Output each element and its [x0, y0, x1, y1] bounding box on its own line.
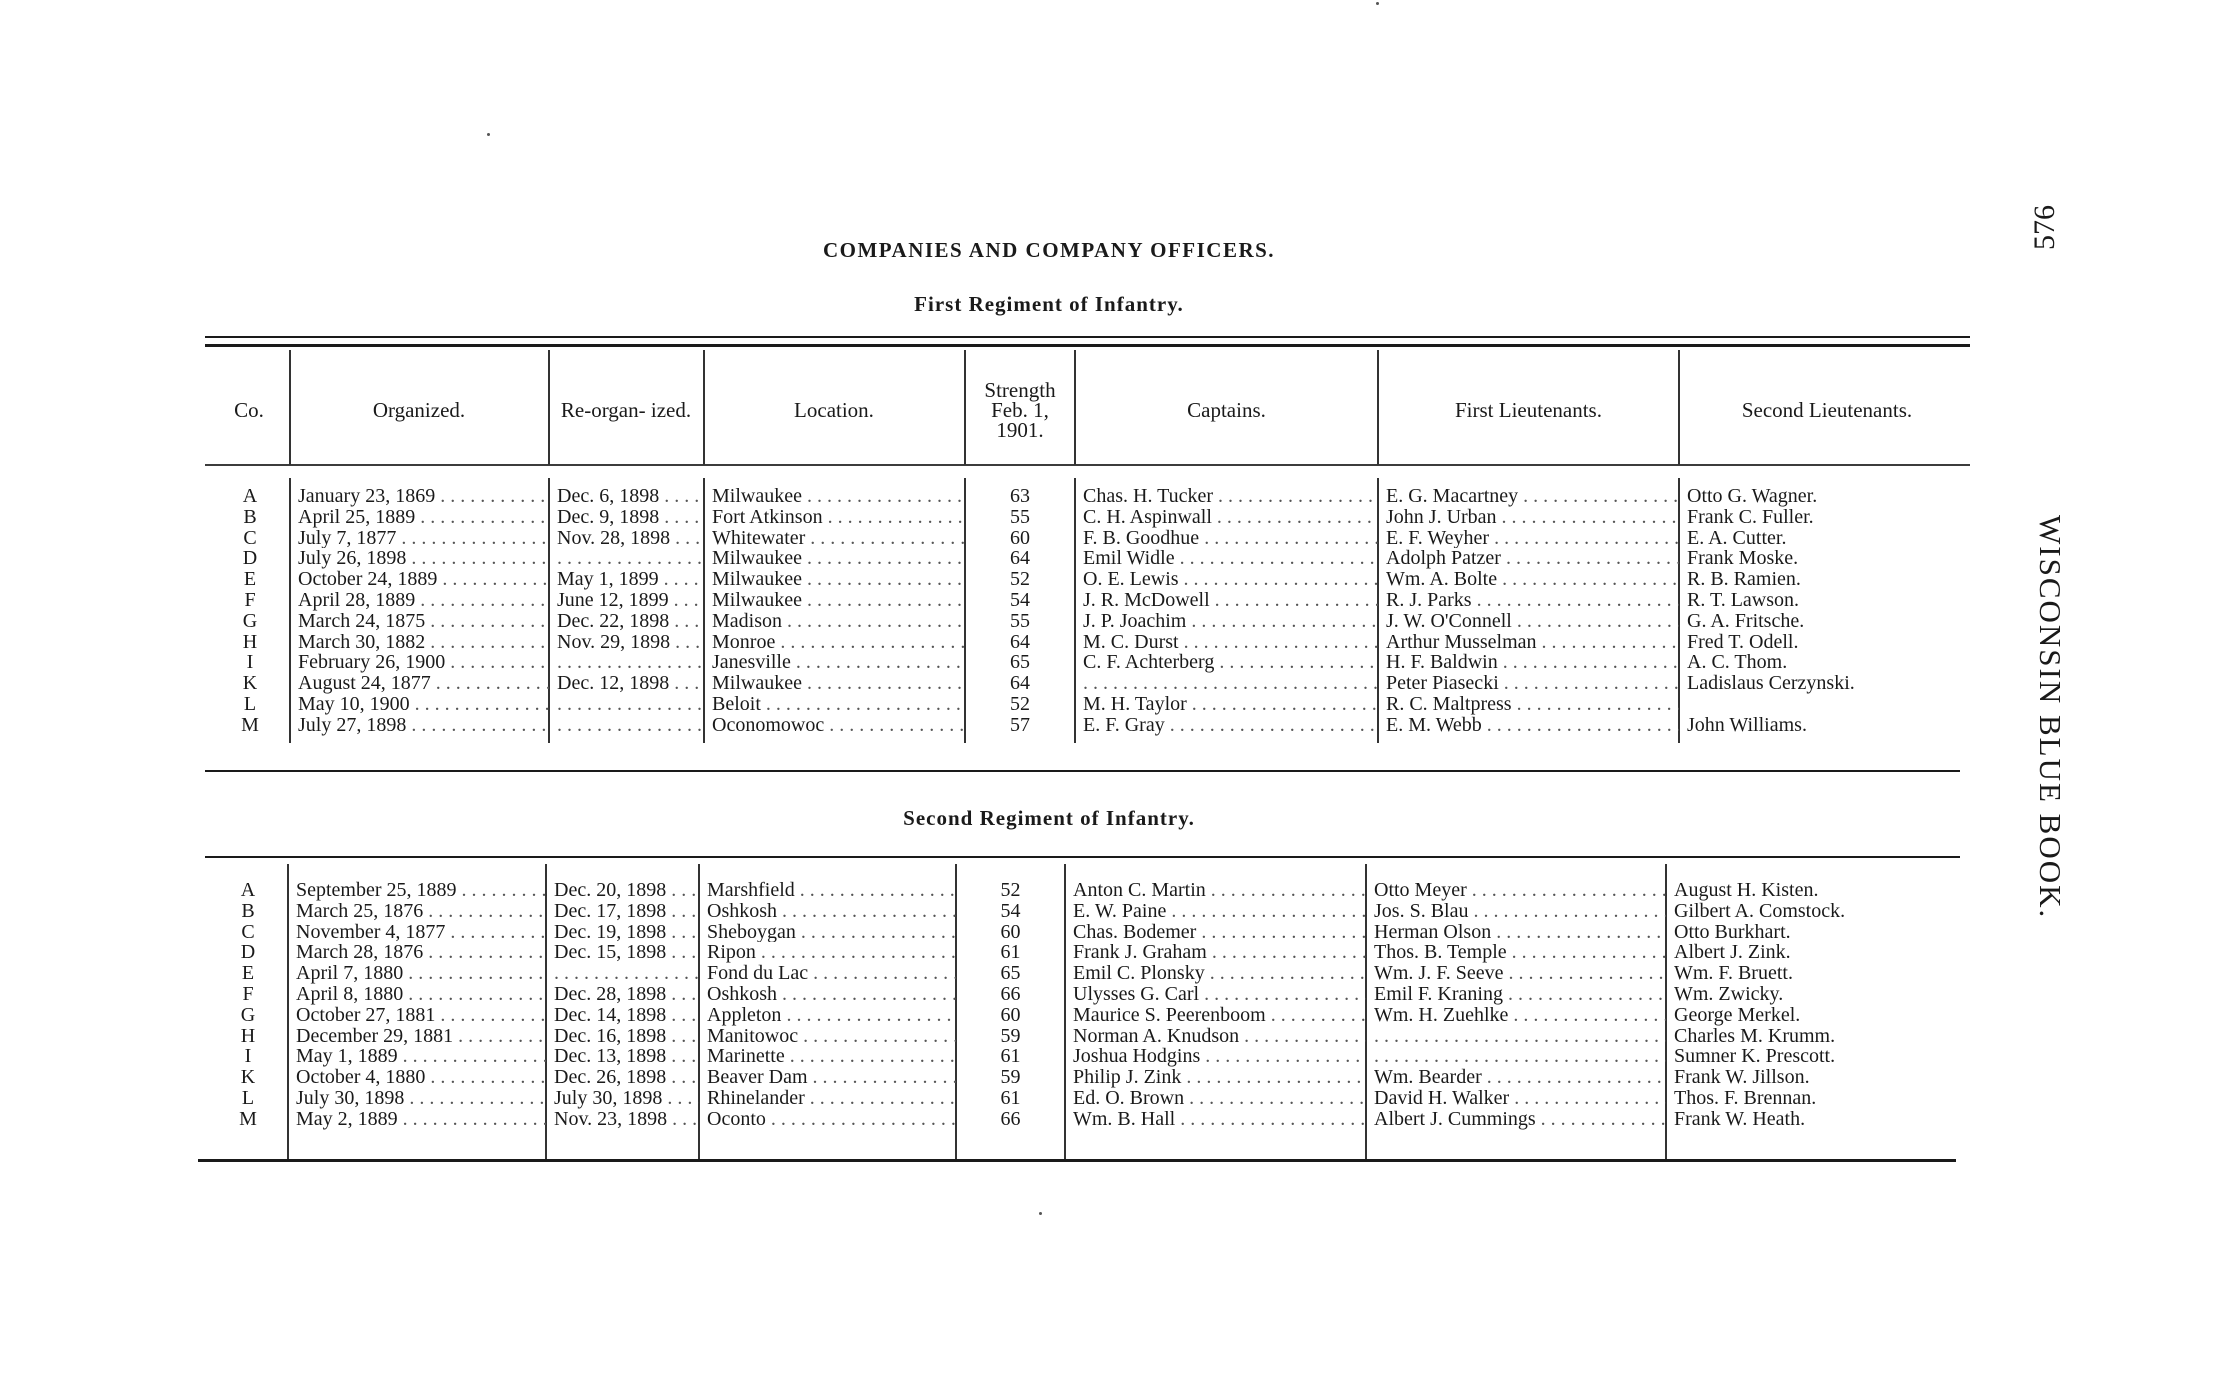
cell-location: Ripon . . .: [699, 942, 956, 963]
cell-location: Milwaukee . . .: [704, 486, 965, 507]
scan-speck: [1039, 1212, 1042, 1215]
cell-second-lieutenant: Frank C. Fuller.: [1687, 506, 1814, 528]
cell-reorganized: Nov. 28, 1898 . . .: [549, 528, 704, 549]
cell-first-lieutenant: E. F. Weyher . . .: [1378, 528, 1679, 549]
cell-captain: C. H. Aspinwall . . .: [1075, 507, 1378, 528]
column-divider: [1678, 350, 1680, 465]
cell-reorganized: Nov. 23, 1898 . . .: [546, 1109, 699, 1130]
cell-organized: February 26, 1900 . . .: [290, 652, 549, 673]
table-row: [210, 632, 1969, 653]
cell-company: G: [242, 610, 258, 632]
cell-second-lieutenant: Otto Burkhart.: [1674, 921, 1791, 943]
table-row: [210, 673, 1969, 694]
cell-first-lieutenant: John J. Urban . . .: [1378, 507, 1679, 528]
cell-strength: 54: [1000, 900, 1021, 922]
scan-speck: [487, 133, 490, 136]
cell-location: Beloit . . .: [704, 694, 965, 715]
cell-reorganized: [546, 963, 699, 984]
header-first-lieutenants: First Lieutenants.: [1455, 398, 1602, 422]
cell-location: Milwaukee . . .: [704, 569, 965, 590]
cell-first-lieutenant: E. G. Macartney . . .: [1378, 486, 1679, 507]
cell-organized: January 23, 1869 . . .: [290, 486, 549, 507]
cell-captain: Wm. B. Hall . . .: [1065, 1109, 1366, 1130]
cell-second-lieutenant: Sumner K. Prescott.: [1674, 1046, 1836, 1068]
cell-strength: 60: [1010, 527, 1030, 549]
cell-organized: July 27, 1898 . . .: [290, 715, 549, 736]
cell-reorganized: Dec. 16, 1898 . . .: [546, 1026, 699, 1047]
cell-first-lieutenant: Arthur Musselman . . .: [1378, 632, 1679, 653]
cell-strength: 55: [1010, 506, 1030, 528]
cell-captain: Emil Widle . . .: [1075, 548, 1378, 569]
cell-organized: May 10, 1900 . . .: [290, 694, 549, 715]
cell-second-lieutenant: R. B. Ramien.: [1687, 569, 1801, 590]
cell-second-lieutenant: Albert J. Zink.: [1674, 942, 1791, 964]
cell-organized: July 26, 1898 . . .: [290, 548, 549, 569]
header-second-lieutenants: Second Lieutenants.: [1741, 398, 1913, 422]
column-divider: [1074, 350, 1076, 465]
cell-location: Oshkosh . . .: [699, 901, 956, 922]
cell-location: Whitewater . . .: [704, 528, 965, 549]
header-bottom-rule: [205, 464, 1970, 466]
cell-captain: C. F. Achterberg . . .: [1075, 652, 1378, 673]
cell-second-lieutenant: Frank Moske.: [1687, 548, 1799, 570]
cell-company: L: [241, 1087, 255, 1109]
table-row: [208, 1109, 1956, 1130]
table-bottom-rule: [205, 770, 1960, 772]
header-location: Location.: [794, 398, 874, 422]
cell-organized: April 25, 1889 . . .: [290, 507, 549, 528]
cell-location: Sheboygan . . .: [699, 922, 956, 943]
cell-captain: Frank J. Graham . . .: [1065, 942, 1366, 963]
column-divider: [964, 350, 966, 465]
cell-organized: December 29, 1881 . . .: [288, 1026, 546, 1047]
cell-company: E: [243, 569, 257, 590]
cell-captain: Chas. H. Tucker . . .: [1075, 486, 1378, 507]
cell-location: Fond du Lac . . .: [699, 963, 956, 984]
first-regiment-table: [210, 486, 1969, 736]
cell-location: Monroe . . .: [704, 632, 965, 653]
cell-captain: [1075, 673, 1378, 694]
header-captains: Captains.: [1187, 398, 1266, 422]
cell-strength: 57: [1010, 714, 1030, 736]
table-row: [210, 652, 1969, 673]
cell-company: H: [240, 1025, 256, 1047]
cell-second-lieutenant: Gilbert A. Comstock.: [1674, 900, 1846, 922]
cell-organized: October 4, 1880 . . .: [288, 1067, 546, 1088]
column-divider: [1377, 350, 1379, 465]
cell-company: K: [240, 1067, 256, 1088]
table-row: [208, 1005, 1956, 1026]
table-row: [208, 922, 1956, 943]
cell-company: M: [241, 714, 259, 736]
cell-reorganized: Dec. 19, 1898 . . .: [546, 922, 699, 943]
cell-reorganized: [549, 715, 704, 736]
header-strength: Strength Feb. 1, 1901.: [984, 378, 1056, 442]
cell-strength: 66: [1000, 1108, 1021, 1130]
cell-organized: November 4, 1877 . . .: [288, 922, 546, 943]
table-row: [208, 1046, 1956, 1067]
table-row: [210, 715, 1969, 736]
cell-organized: March 28, 1876 . . .: [288, 942, 546, 963]
cell-organized: May 1, 1889 . . .: [288, 1046, 546, 1067]
cell-strength: 63: [1010, 486, 1030, 507]
cell-first-lieutenant: H. F. Baldwin . . .: [1378, 652, 1679, 673]
cell-reorganized: July 30, 1898 . . .: [546, 1088, 699, 1109]
cell-company: F: [242, 983, 254, 1005]
cell-company: D: [240, 942, 256, 964]
table-row: [210, 548, 1969, 569]
cell-location: Rhinelander . . .: [699, 1088, 956, 1109]
cell-first-lieutenant: [1366, 1026, 1666, 1047]
cell-second-lieutenant: Wm. Zwicky.: [1674, 983, 1784, 1005]
cell-captain: Emil C. Plonsky . . .: [1065, 963, 1366, 984]
cell-company: C: [243, 527, 257, 549]
cell-first-lieutenant: Thos. B. Temple . . .: [1366, 942, 1666, 963]
cell-first-lieutenant: Wm. A. Bolte . . .: [1378, 569, 1679, 590]
cell-captain: F. B. Goodhue . . .: [1075, 528, 1378, 549]
page-title: COMPANIES AND COMPANY OFFICERS.: [822, 238, 1276, 262]
cell-strength: 59: [1000, 1067, 1021, 1088]
cell-company: E: [241, 963, 255, 984]
table-row: [208, 1088, 1956, 1109]
column-divider: [548, 350, 550, 465]
cell-strength: 61: [1000, 1087, 1021, 1109]
cell-first-lieutenant: Emil F. Kraning . . .: [1366, 984, 1666, 1005]
cell-second-lieutenant: Wm. F. Bruett.: [1674, 963, 1793, 984]
header-reorganized: Re-organ- ized.: [560, 398, 692, 422]
cell-captain: Ed. O. Brown . . .: [1065, 1088, 1366, 1109]
cell-captain: Chas. Bodemer . . .: [1065, 922, 1366, 943]
cell-captain: M. C. Durst . . .: [1075, 632, 1378, 653]
cell-reorganized: Dec. 28, 1898 . . .: [546, 984, 699, 1005]
cell-captain: J. P. Joachim . . .: [1075, 611, 1378, 632]
cell-company: H: [242, 631, 258, 653]
cell-company: L: [243, 693, 257, 715]
cell-second-lieutenant: Frank W. Jillson.: [1674, 1067, 1810, 1088]
cell-location: Manitowoc . . .: [699, 1026, 956, 1047]
cell-first-lieutenant: R. J. Parks . . .: [1378, 590, 1679, 611]
cell-captain: Anton C. Martin . . .: [1065, 880, 1366, 901]
cell-first-lieutenant: Wm. Bearder . . .: [1366, 1067, 1666, 1088]
cell-strength: 60: [1000, 1004, 1021, 1026]
cell-reorganized: [549, 548, 704, 569]
cell-strength: 60: [1000, 921, 1021, 943]
second-regiment-table: [208, 880, 1956, 1130]
first-regiment-title: First Regiment of Infantry.: [914, 292, 1184, 316]
cell-reorganized: Dec. 14, 1898 . . .: [546, 1005, 699, 1026]
cell-location: Appleton . . .: [699, 1005, 956, 1026]
cell-location: Fort Atkinson . . .: [704, 507, 965, 528]
cell-strength: 61: [1000, 1046, 1021, 1068]
cell-captain: Norman A. Knudson . . .: [1065, 1026, 1366, 1047]
cell-reorganized: May 1, 1899 . . .: [549, 569, 704, 590]
cell-second-lieutenant: E. A. Cutter.: [1687, 527, 1787, 549]
cell-strength: 66: [1000, 983, 1021, 1005]
cell-location: Marinette . . .: [699, 1046, 956, 1067]
cell-organized: July 7, 1877 . . .: [290, 528, 549, 549]
cell-organized: March 30, 1882 . . .: [290, 632, 549, 653]
cell-location: Oconomowoc . . .: [704, 715, 965, 736]
cell-strength: 61: [1000, 942, 1021, 964]
cell-organized: April 7, 1880 . . .: [288, 963, 546, 984]
cell-captain: E. W. Paine . . .: [1065, 901, 1366, 922]
table-row: [210, 486, 1969, 507]
table-row: [208, 984, 1956, 1005]
cell-first-lieutenant: Adolph Patzer . . .: [1378, 548, 1679, 569]
cell-organized: October 27, 1881 . . .: [288, 1005, 546, 1026]
cell-reorganized: Dec. 17, 1898 . . .: [546, 901, 699, 922]
table-row: [210, 569, 1969, 590]
cell-first-lieutenant: Wm. H. Zuehlke . . .: [1366, 1005, 1666, 1026]
cell-organized: July 30, 1898 . . .: [288, 1088, 546, 1109]
cell-company: B: [241, 900, 255, 922]
table-row: [210, 507, 1969, 528]
page-number: 576: [2028, 205, 2061, 250]
cell-second-lieutenant: Fred T. Odell.: [1687, 631, 1799, 653]
second-table-bottom-rule: [198, 1159, 1956, 1162]
cell-company: A: [242, 486, 258, 507]
cell-first-lieutenant: Jos. S. Blau . . .: [1366, 901, 1666, 922]
cell-organized: March 24, 1875 . . .: [290, 611, 549, 632]
table-top-rule-2: [205, 344, 1970, 347]
cell-captain: E. F. Gray . . .: [1075, 715, 1378, 736]
cell-second-lieutenant: G. A. Fritsche.: [1687, 610, 1805, 632]
table-row: [208, 901, 1956, 922]
cell-location: Janesville . . .: [704, 652, 965, 673]
cell-company: D: [242, 548, 258, 570]
cell-company: A: [240, 880, 256, 901]
cell-company: B: [243, 506, 257, 528]
cell-company: K: [242, 673, 258, 694]
cell-captain: Ulysses G. Carl . . .: [1065, 984, 1366, 1005]
cell-company: F: [244, 589, 256, 611]
cell-organized: August 24, 1877 . . .: [290, 673, 549, 694]
cell-strength: 64: [1010, 631, 1030, 653]
table-row: [208, 1026, 1956, 1047]
cell-first-lieutenant: J. W. O'Connell . . .: [1378, 611, 1679, 632]
cell-reorganized: Dec. 20, 1898 . . .: [546, 880, 699, 901]
cell-second-lieutenant: Frank W. Heath.: [1674, 1108, 1806, 1130]
cell-captain: J. R. McDowell . . .: [1075, 590, 1378, 611]
cell-second-lieutenant: George Merkel.: [1674, 1004, 1801, 1026]
cell-company: I: [244, 1046, 252, 1068]
cell-captain: Philip J. Zink . . .: [1065, 1067, 1366, 1088]
cell-second-lieutenant: August H. Kisten.: [1674, 880, 1819, 901]
second-table-top-rule: [205, 856, 1960, 858]
cell-reorganized: Dec. 26, 1898 . . .: [546, 1067, 699, 1088]
cell-strength: 52: [1010, 569, 1030, 590]
cell-company: C: [241, 921, 255, 943]
cell-first-lieutenant: Wm. J. F. Seeve . . .: [1366, 963, 1666, 984]
cell-reorganized: Dec. 12, 1898 . . .: [549, 673, 704, 694]
cell-strength: 54: [1010, 589, 1030, 611]
cell-second-lieutenant: John Williams.: [1687, 714, 1807, 736]
cell-strength: 64: [1010, 548, 1030, 570]
cell-first-lieutenant: [1366, 1046, 1666, 1067]
cell-location: Oshkosh . . .: [699, 984, 956, 1005]
header-co: Co.: [234, 398, 264, 422]
cell-reorganized: [549, 694, 704, 715]
cell-location: Milwaukee . . .: [704, 673, 965, 694]
cell-reorganized: June 12, 1899 . . .: [549, 590, 704, 611]
cell-captain: Maurice S. Peerenboom . . .: [1065, 1005, 1366, 1026]
cell-strength: 65: [1000, 963, 1021, 984]
table-row: [208, 963, 1956, 984]
cell-first-lieutenant: R. C. Maltpress . . .: [1378, 694, 1679, 715]
scan-speck: [1376, 2, 1379, 5]
table-row: [210, 590, 1969, 611]
cell-location: Oconto . . .: [699, 1109, 956, 1130]
cell-strength: 64: [1010, 673, 1030, 694]
cell-strength: 65: [1010, 652, 1030, 674]
table-row: [208, 942, 1956, 963]
cell-location: Beaver Dam . . .: [699, 1067, 956, 1088]
cell-second-lieutenant: Charles M. Krumm.: [1674, 1025, 1836, 1047]
cell-organized: May 2, 1889 . . .: [288, 1109, 546, 1130]
running-head-side-title: WISCONSIN BLUE BOOK.: [2033, 515, 2068, 920]
cell-location: Madison . . .: [704, 611, 965, 632]
column-divider: [703, 350, 705, 465]
cell-reorganized: Dec. 9, 1898 . . .: [549, 507, 704, 528]
column-divider: [289, 350, 291, 465]
cell-first-lieutenant: David H. Walker . . .: [1366, 1088, 1666, 1109]
cell-reorganized: Dec. 15, 1898 . . .: [546, 942, 699, 963]
cell-second-lieutenant: Ladislaus Cerzynski.: [1687, 673, 1855, 694]
cell-reorganized: Dec. 22, 1898 . . .: [549, 611, 704, 632]
cell-organized: September 25, 1889 . . .: [288, 880, 546, 901]
cell-strength: 52: [1010, 693, 1030, 715]
cell-reorganized: Dec. 6, 1898 . . .: [549, 486, 704, 507]
cell-first-lieutenant: Peter Piasecki . . .: [1378, 673, 1679, 694]
cell-organized: October 24, 1889 . . .: [290, 569, 549, 590]
second-regiment-title: Second Regiment of Infantry.: [903, 806, 1195, 830]
cell-reorganized: Dec. 13, 1898 . . .: [546, 1046, 699, 1067]
cell-first-lieutenant: E. M. Webb . . .: [1378, 715, 1679, 736]
cell-location: Milwaukee . . .: [704, 548, 965, 569]
cell-reorganized: [549, 652, 704, 673]
cell-reorganized: Nov. 29, 1898 . . .: [549, 632, 704, 653]
cell-company: M: [239, 1108, 257, 1130]
cell-captain: Joshua Hodgins . . .: [1065, 1046, 1366, 1067]
cell-second-lieutenant: Thos. F. Brennan.: [1674, 1087, 1817, 1109]
cell-second-lieutenant: Otto G. Wagner.: [1687, 486, 1818, 507]
cell-organized: April 8, 1880 . . .: [288, 984, 546, 1005]
cell-strength: 59: [1000, 1025, 1021, 1047]
table-row: [208, 880, 1956, 901]
cell-location: Marshfield . . .: [699, 880, 956, 901]
cell-organized: March 25, 1876 . . .: [288, 901, 546, 922]
cell-strength: 55: [1010, 610, 1030, 632]
cell-organized: April 28, 1889 . . .: [290, 590, 549, 611]
cell-company: I: [246, 652, 254, 674]
cell-first-lieutenant: Herman Olson . . .: [1366, 922, 1666, 943]
cell-first-lieutenant: Otto Meyer . . .: [1366, 880, 1666, 901]
cell-second-lieutenant: A. C. Thom.: [1687, 652, 1788, 674]
table-top-rule: [205, 336, 1970, 338]
cell-strength: 52: [1000, 880, 1021, 901]
table-row: [210, 694, 1969, 715]
table-row: [208, 1067, 1956, 1088]
cell-location: Milwaukee . . .: [704, 590, 965, 611]
table-row: [210, 611, 1969, 632]
cell-captain: M. H. Taylor . . .: [1075, 694, 1378, 715]
table-row: [210, 528, 1969, 549]
cell-company: G: [240, 1004, 256, 1026]
cell-second-lieutenant: R. T. Lawson.: [1687, 589, 1800, 611]
cell-first-lieutenant: Albert J. Cummings . . .: [1366, 1109, 1666, 1130]
cell-second-lieutenant: [1679, 694, 1969, 715]
cell-captain: O. E. Lewis . . .: [1075, 569, 1378, 590]
header-organized: Organized.: [372, 398, 466, 422]
